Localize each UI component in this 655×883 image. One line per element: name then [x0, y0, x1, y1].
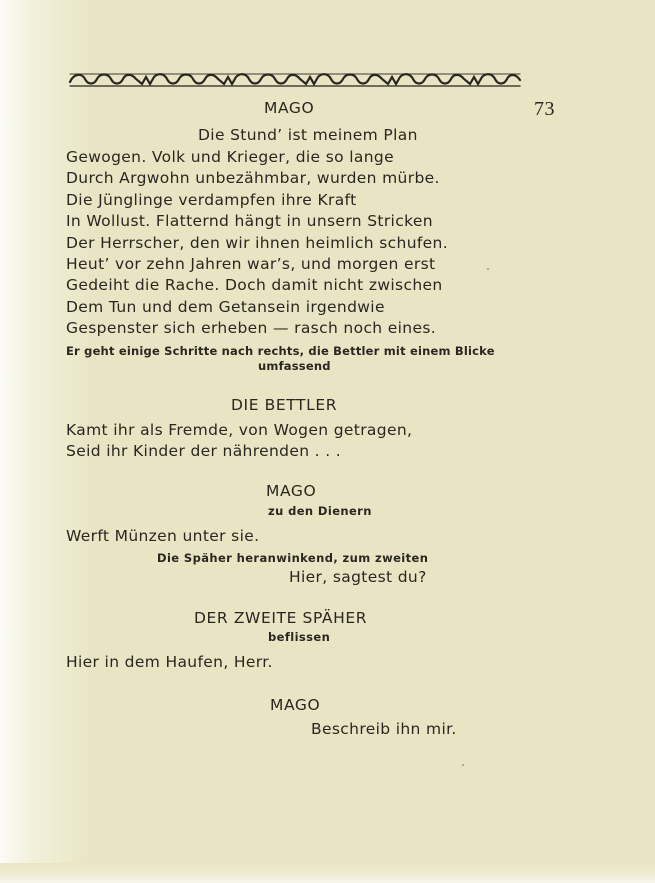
speaker-name: DER ZWEITE SPÄHER [194, 609, 368, 627]
verse-line: Gewogen. Volk und Krieger, die so lange [66, 148, 394, 166]
verse-line: Durch Argwohn unbezähmbar, wurden mürbe. [66, 169, 440, 187]
ornament-border [66, 70, 524, 90]
paper-speck [462, 764, 464, 766]
verse-line: Heut’ vor zehn Jahren war’s, und morgen erst [66, 255, 436, 273]
page-bottom-edge [0, 863, 655, 883]
stage-direction: Die Späher heranwinkend, zum zweiten [157, 551, 429, 565]
verse-line: Gespenster sich erheben — rasch noch eines. [66, 319, 437, 337]
verse-line: Der Herrscher, den wir ihnen heimlich schufen. [66, 234, 449, 252]
verse-line: Dem Tun und dem Getansein irgendwie [66, 298, 385, 316]
verse-line: Kamt ihr als Fremde, von Wogen getragen, [66, 421, 413, 439]
verse-line: In Wollust. Flatternd hängt in unsern Stricken [66, 212, 433, 230]
stage-direction: zu den Dienern [268, 504, 372, 518]
verse-line: Die Stund’ ist meinem Plan [198, 126, 418, 144]
stage-direction-continued: umfassend [258, 359, 331, 373]
speaker-name: MAGO [266, 482, 317, 500]
paper-speck [487, 268, 489, 270]
verse-line: Seid ihr Kinder der nährenden . . . [66, 442, 342, 460]
page-number: 73 [534, 98, 555, 120]
speaker-name: MAGO [270, 696, 321, 714]
verse-line: Hier, sagtest du? [289, 568, 427, 586]
verse-line: Hier in dem Haufen, Herr. [66, 653, 273, 671]
speaker-name: MAGO [264, 99, 315, 117]
stage-direction: Er geht einige Schritte nach rechts, die Bettler mit einem Blicke [66, 344, 495, 358]
verse-line: Die Jünglinge verdampfen ihre Kraft [66, 191, 357, 209]
verse-line: Gedeiht die Rache. Doch damit nicht zwischen [66, 276, 443, 294]
verse-line: Werft Münzen unter sie. [66, 527, 260, 545]
verse-line: Beschreib ihn mir. [311, 720, 457, 738]
speaker-name: DIE BETTLER [231, 396, 338, 414]
stage-direction: beflissen [268, 630, 331, 644]
